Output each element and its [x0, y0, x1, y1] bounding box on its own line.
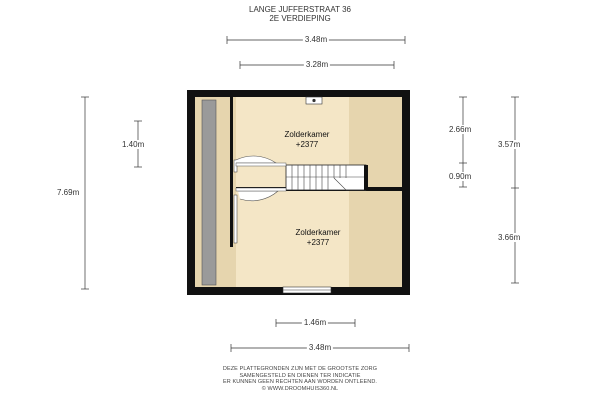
dim-right-inner-top: 2.66m	[449, 125, 472, 134]
stair-side-wall	[364, 165, 368, 190]
dim-bottom-inner: 1.46m	[303, 318, 327, 327]
dim-top-outer: 3.48m	[304, 35, 328, 44]
dim-left-total: 7.69m	[57, 188, 80, 197]
landing-rail-2	[236, 188, 286, 191]
dim-top-inner: 3.28m	[305, 60, 329, 69]
disclaimer-line: ER KUNNEN GEEN RECHTEN AAN WORDEN ONTLEEND.	[222, 379, 378, 385]
inner-wall-left	[230, 97, 233, 247]
disclaimer-line: DEZE PLATTEGRONDEN ZIJN MET DE GROOTSTE ZORG	[222, 366, 378, 372]
landing-rail	[236, 163, 286, 166]
disclaimer	[223, 366, 377, 392]
dim-bottom-outer: 3.48m	[308, 343, 332, 352]
dim-right-inner-mid: 0.90m	[449, 172, 472, 181]
room-name: Zolderkamer	[284, 130, 330, 139]
left-window-2	[234, 195, 237, 243]
sink-drain-icon	[312, 99, 315, 102]
dim-right-outer-bottom: 3.66m	[498, 233, 521, 242]
dim-left-partial: 1.40m	[122, 140, 145, 149]
storage-strip	[202, 100, 216, 285]
copyright: © WWW.DROOMHUIS360.NL	[261, 385, 339, 392]
room-name: Zolderkamer	[295, 228, 341, 237]
room-level: +2377	[306, 238, 330, 247]
disclaimer-line: SAMENGESTELD EN DIENEN TER INDICATIE	[239, 372, 361, 379]
dim-right-outer-top: 3.57m	[498, 140, 521, 149]
header-floor: 2E VERDIEPING	[269, 14, 331, 23]
room-label-lower	[296, 228, 341, 248]
header-address: LANGE JUFFERSTRAAT 36	[249, 5, 351, 14]
room-level: +2377	[295, 140, 319, 149]
room-label-upper	[285, 130, 330, 150]
